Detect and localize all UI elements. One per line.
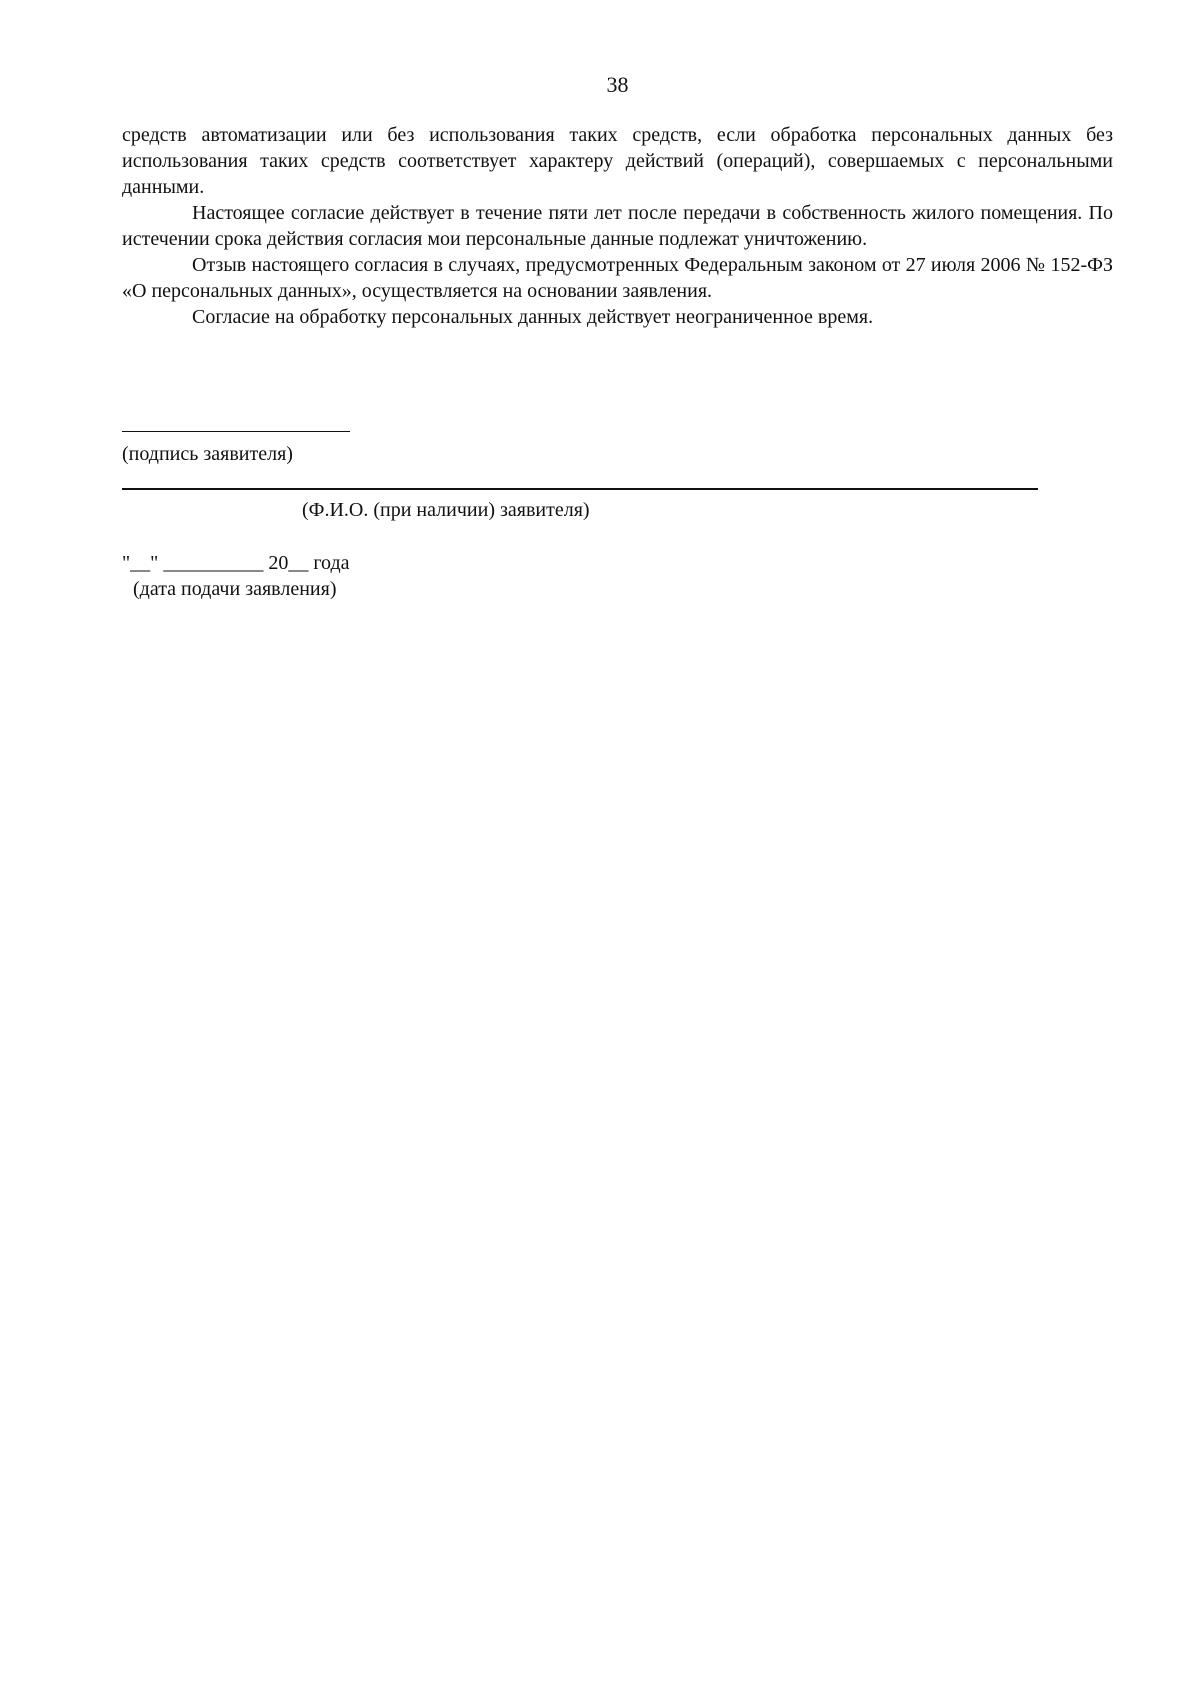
page-number: 38	[606, 72, 629, 97]
signature-caption: (подпись заявителя)	[122, 443, 293, 465]
date-caption: (дата подачи заявления)	[133, 578, 337, 600]
date-field[interactable]: "__" __________ 20__ года	[122, 552, 350, 574]
paragraph-revocation: Отзыв настоящего согласия в случаях, предусмотренных Федеральным законом от 27 июля 2006 № 152-ФЗ «О персональных данных», осуществляется на основании заявления.	[122, 254, 1113, 302]
paragraph-processing-methods: средств автоматизации или без использования таких средств, если обработка персональных данных без использования таких средств соответствует характеру действий (операций), совершаемых с персональными данными.	[122, 124, 1113, 198]
signature-line[interactable]	[122, 431, 350, 432]
consent-body	[122, 122, 1113, 330]
fio-line[interactable]	[122, 488, 1038, 490]
paragraph-validity-period: Настоящее согласие действует в течение пяти лет после передачи в собственность жилого помещения. По истечении срока действия согласия мои персональные данные подлежат уничтожению.	[122, 202, 1113, 250]
paragraph-unlimited-consent: Согласие на обработку персональных данных действует неограниченное время.	[192, 306, 874, 328]
fio-caption: (Ф.И.О. (при наличии) заявителя)	[302, 499, 590, 521]
